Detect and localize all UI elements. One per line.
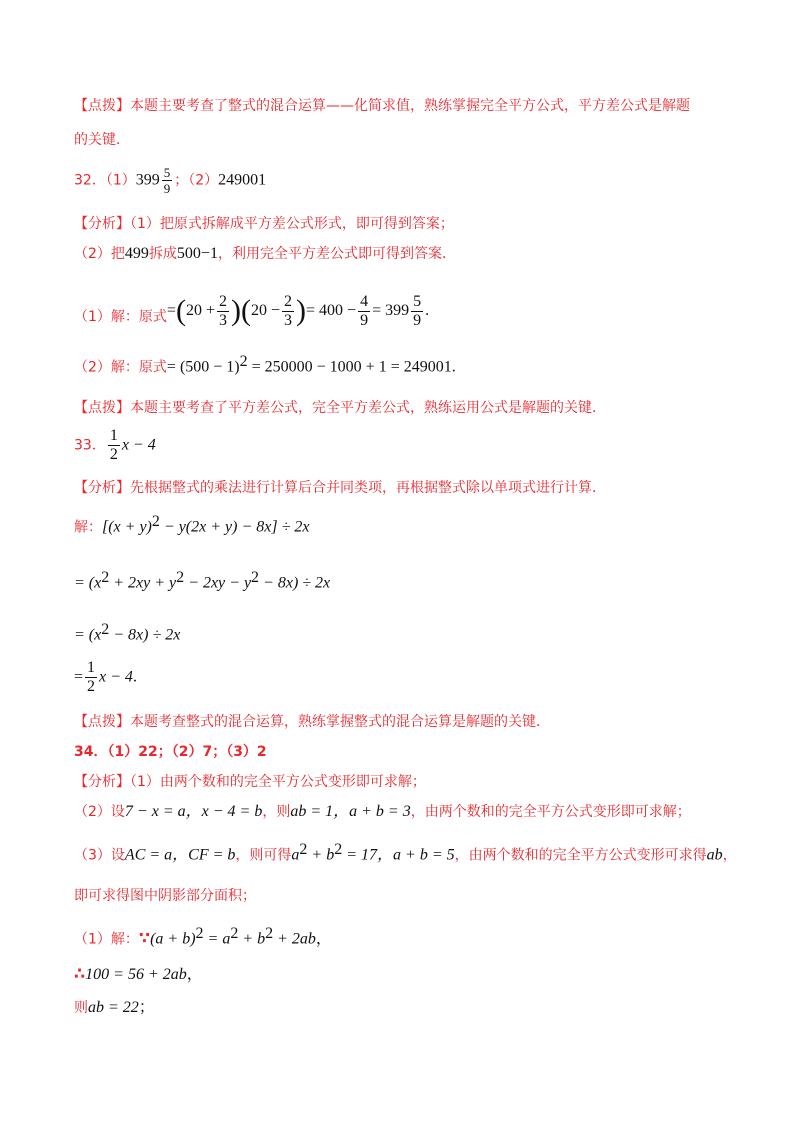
expression: = (500 − 1) bbox=[166, 358, 240, 376]
comma: ， bbox=[186, 966, 203, 983]
expression: = (x bbox=[74, 626, 102, 644]
solution-32-part-1 bbox=[74, 282, 429, 328]
expression: 7 − x = a，x − 4 = b bbox=[124, 803, 263, 820]
exponent: 2 bbox=[101, 569, 110, 586]
expression: = a bbox=[203, 930, 231, 948]
expression: + b bbox=[307, 846, 335, 864]
paren: ) bbox=[230, 294, 241, 327]
solution-label: （1）解： bbox=[74, 931, 139, 948]
exponent: 2 bbox=[265, 925, 274, 942]
fraction: $\frac{1}{2}$ bbox=[87, 659, 96, 695]
equals: = bbox=[166, 302, 176, 319]
part-label: （2） bbox=[188, 172, 219, 189]
text: ，则 bbox=[262, 804, 291, 820]
fraction: $\frac{2}{3}$ bbox=[284, 292, 293, 329]
expression: 100 = 56 + 2ab bbox=[85, 966, 187, 983]
dianbo-32: 【点拨】本题主要考查了平方差公式，完全平方差公式，熟练运用公式是解题的关键． bbox=[74, 400, 606, 416]
fenxi-34-line-2 bbox=[74, 802, 691, 822]
term: 20 + bbox=[185, 302, 215, 319]
fenxi-34-line-4: 即可求得图中阴影部分面积； bbox=[74, 888, 256, 904]
solution-34-line-1 bbox=[74, 924, 332, 950]
exponent: 2 bbox=[334, 841, 343, 858]
solution-33-line-1 bbox=[74, 512, 309, 538]
term: = 399 bbox=[372, 302, 410, 319]
text: ，利用完全平方差公式即可得到答案． bbox=[217, 246, 456, 262]
fraction: $\frac{5}{9}$ bbox=[163, 165, 171, 196]
expression: ab bbox=[706, 846, 723, 864]
expression: − 8x) ÷ 2x bbox=[109, 626, 181, 644]
expression: x − 4 bbox=[99, 668, 133, 686]
exponent: 2 bbox=[195, 925, 204, 942]
exponent: 2 bbox=[299, 841, 308, 858]
solution-32-part-2 bbox=[74, 352, 456, 378]
fenxi-33: 【分析】先根据整式的乘法进行计算后合并同类项，再根据整式除以单项式进行计算． bbox=[74, 480, 606, 496]
answer-33 bbox=[74, 428, 156, 462]
text: ，由两个数和的完全平方公式变形即可求解； bbox=[410, 804, 691, 820]
solution-33-line-3 bbox=[74, 620, 180, 646]
term: = 400 − bbox=[306, 302, 357, 319]
period: . bbox=[451, 358, 456, 376]
exponent: 2 bbox=[251, 569, 260, 586]
solution-34-line-2 bbox=[74, 964, 203, 985]
text: ，由两个数和的完全平方公式变形可求得 bbox=[454, 847, 707, 864]
expression: + 2xy + y bbox=[109, 574, 177, 592]
expression: (a + b) bbox=[150, 930, 196, 948]
paren: ( bbox=[240, 294, 251, 327]
expression: + 2ab bbox=[273, 930, 316, 948]
solution-33-line-4 bbox=[74, 660, 137, 694]
expression: = 17，a + b = 5 bbox=[342, 846, 455, 864]
term: 20 − bbox=[250, 302, 281, 319]
expression: − 2xy − y bbox=[184, 574, 252, 592]
answer-34: 34．（1）22；（2）7；（3）2 bbox=[74, 744, 267, 760]
equals: = bbox=[74, 668, 84, 686]
fraction: $\frac{4}{9}$ bbox=[360, 292, 369, 329]
fenxi-32-line-2 bbox=[74, 244, 456, 264]
text: （2）设 bbox=[74, 804, 125, 820]
mixed-integer: 399 bbox=[135, 171, 160, 189]
exponent: 2 bbox=[239, 353, 248, 370]
part-label: （1） bbox=[105, 172, 136, 189]
period: . bbox=[132, 668, 137, 686]
answer-value: 249001 bbox=[218, 171, 267, 189]
text: （3）设 bbox=[74, 847, 125, 864]
expression: ab = 1，a + b = 3 bbox=[290, 803, 411, 820]
text: 拆成 bbox=[148, 246, 177, 262]
expression: ab = 22 bbox=[88, 999, 139, 1016]
expression: = (x bbox=[74, 574, 102, 592]
text: ， bbox=[722, 847, 737, 864]
solution-33-line-2 bbox=[74, 568, 330, 594]
fenxi-34-line-1: 【分析】（1）由两个数和的完全平方公式变形即可求解； bbox=[74, 774, 426, 790]
fenxi-34-line-3 bbox=[74, 840, 737, 866]
dianbo-31-line-2: 的关键． bbox=[74, 132, 130, 148]
exponent: 2 bbox=[230, 925, 239, 942]
text: （2）把 bbox=[74, 246, 125, 262]
fraction: $\frac{5}{9}$ bbox=[413, 292, 422, 329]
expression: a bbox=[291, 846, 300, 864]
expression: x − 4 bbox=[121, 436, 156, 454]
exponent: 2 bbox=[151, 513, 160, 530]
solution-label: （1）解：原式 bbox=[74, 309, 167, 325]
solution-label: （2）解：原式 bbox=[74, 359, 167, 376]
semicolon: ； bbox=[138, 999, 155, 1016]
expression: − 8x) ÷ 2x bbox=[259, 574, 331, 592]
expression: 500−1 bbox=[176, 245, 218, 262]
fenxi-32-line-1: 【分析】（1）把原式拆解成平方差公式形式，即可得到答案； bbox=[74, 216, 454, 232]
expression: − y(2x + y) − 8x] ÷ 2x bbox=[159, 518, 310, 536]
text: 则 bbox=[74, 1000, 88, 1016]
dianbo-33: 【点拨】本题考查整式的混合运算，熟练掌握整式的混合运算是解题的关键． bbox=[74, 714, 550, 730]
expression: = 250000 − 1000 + 1 = 249001 bbox=[247, 358, 452, 376]
question-number: 33． bbox=[74, 437, 106, 454]
number: 499 bbox=[124, 245, 149, 262]
because-symbol: ∵ bbox=[138, 928, 151, 948]
solution-34-line-3 bbox=[74, 998, 155, 1018]
comma: ， bbox=[315, 930, 332, 948]
fraction: $\frac{1}{2}$ bbox=[109, 427, 118, 463]
exponent: 2 bbox=[176, 569, 185, 586]
expression: AC = a，CF = b bbox=[124, 846, 236, 864]
expression: [(x + y) bbox=[102, 518, 152, 536]
fraction: $\frac{2}{3}$ bbox=[218, 292, 227, 329]
period: . bbox=[425, 302, 430, 319]
text: ，则可得 bbox=[235, 847, 292, 864]
exponent: 2 bbox=[101, 621, 110, 638]
expression: + b bbox=[238, 930, 266, 948]
solution-label: 解： bbox=[74, 519, 102, 536]
dianbo-31-line-1: 【点拨】本题主要考查了整式的混合运算——化简求值，熟练掌握完全平方公式，平方差公式是解题 bbox=[74, 98, 690, 114]
paren: ( bbox=[175, 294, 186, 327]
separator: ； bbox=[174, 172, 189, 189]
answer-32 bbox=[74, 166, 266, 195]
therefore-symbol: ∴ bbox=[74, 964, 86, 983]
paren: ) bbox=[296, 294, 307, 327]
question-number: 32． bbox=[74, 172, 106, 189]
